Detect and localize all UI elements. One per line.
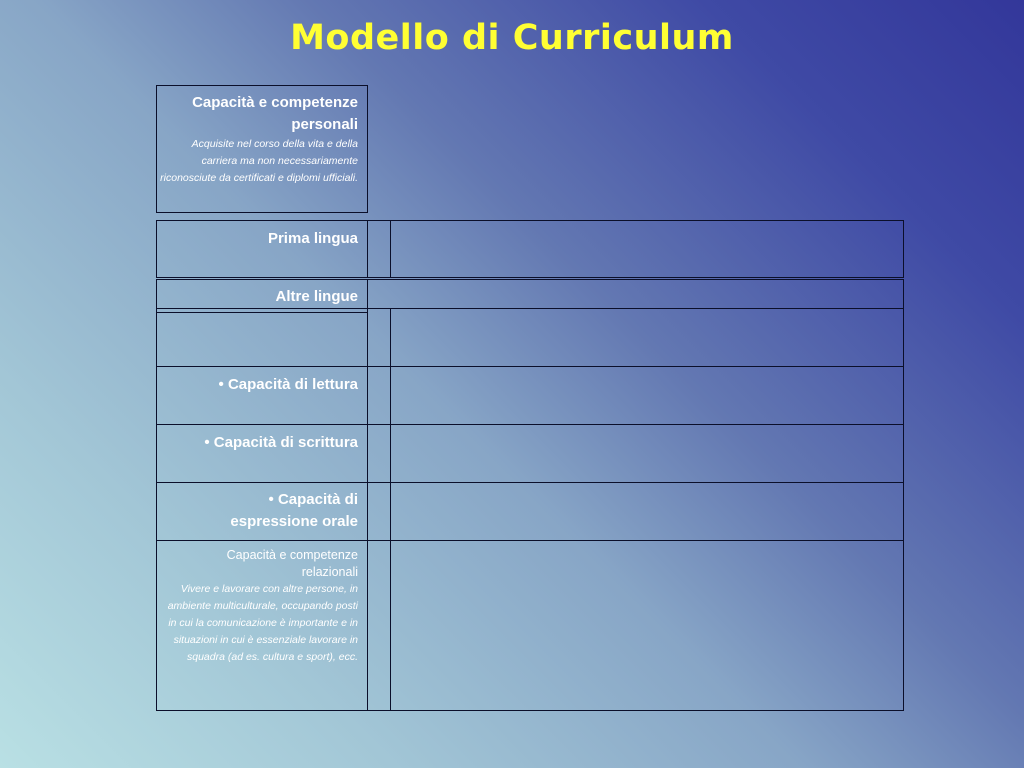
other-language-name-cell[interactable] xyxy=(156,308,368,367)
personal-skills-description: Acquisite nel corso della vita e della carriera ma non necessariamente riconosciute da certificati e diplomi ufficiali. xyxy=(160,138,358,184)
personal-skills-block xyxy=(156,92,368,187)
speaking-label: • Capacità di espressione orale xyxy=(230,491,358,530)
speaking-value-cell[interactable] xyxy=(390,482,904,541)
slide-title: Modello di Curriculum xyxy=(290,18,734,58)
other-language-value-cell[interactable] xyxy=(390,308,904,367)
other-languages-strip xyxy=(367,279,904,309)
first-language-label: Prima lingua xyxy=(267,230,358,247)
personal-skills-heading: Capacità e competenze personali xyxy=(192,94,358,133)
reading-value-cell[interactable] xyxy=(390,366,904,425)
relational-spacer-cell xyxy=(367,540,391,711)
relational-skills-description: Vivere e lavorare con altre persone, in ambiente multiculturale, occupando posti in cui la comunicazione è importante e in situazioni in cui è essenziale lavorare in squadra (ad es. cultura e sport), ecc. xyxy=(167,583,358,663)
first-language-value-cell[interactable] xyxy=(390,220,904,278)
reading-spacer-cell xyxy=(367,366,391,425)
speaking-spacer-cell xyxy=(367,482,391,541)
writing-spacer-cell xyxy=(367,424,391,483)
first-language-spacer-cell xyxy=(367,220,391,278)
other-language-spacer-cell xyxy=(367,308,391,367)
relational-skills-block xyxy=(156,547,368,666)
writing-value-cell[interactable] xyxy=(390,424,904,483)
reading-label: • Capacità di lettura xyxy=(218,376,358,393)
writing-label: • Capacità di scrittura xyxy=(204,434,358,451)
relational-value-cell[interactable] xyxy=(390,540,904,711)
relational-skills-heading: Capacità e competenze relazionali xyxy=(226,548,358,579)
other-languages-label: Altre lingue xyxy=(275,288,358,305)
